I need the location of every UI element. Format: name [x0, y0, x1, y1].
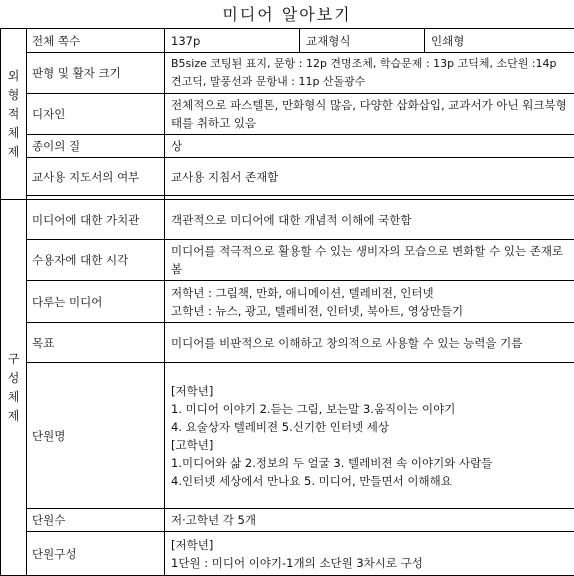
- row-format: [1, 53, 574, 94]
- row-unit-count: [1, 509, 574, 532]
- label-media-value: 미디어에 대한 가치관: [27, 200, 165, 240]
- section-appearance: 외 형 적 체 제: [1, 29, 27, 200]
- section-composition: 구 성 체 제: [1, 200, 27, 576]
- media-covered-lower: 저학년 : 그림책, 만화, 애니메이션, 텔레비젼, 인터넷: [171, 284, 569, 302]
- label-audience-view: 수용자에 대한 시각: [27, 240, 165, 281]
- row-teacher-guide: [1, 158, 574, 196]
- label-design: 디자인: [27, 94, 165, 135]
- value-format: B5size 코팅된 표지, 문항 : 12p 견명조체, 학습문제 : 13p 고딕체, 소단원 :14p 견고딕, 말풍선과 문항내 : 11p 산돌광수: [165, 53, 574, 94]
- label-teacher-guide: 교사용 지도서의 여부: [27, 158, 165, 196]
- value-goal: 미디어를 비판적으로 이해하고 창의적으로 사용할 수 있는 능력을 기름: [165, 323, 574, 363]
- row-design: [1, 94, 574, 135]
- value-format-type: 인쇄형: [425, 29, 574, 53]
- value-paper: 상: [165, 135, 574, 158]
- value-teacher-guide: 교사용 지침서 존재함: [165, 158, 574, 196]
- media-covered-upper: 고학년 : 뉴스, 광고, 텔레비젼, 인터넷, 북아트, 영상만들기: [171, 302, 569, 320]
- units-line: 1.미디어와 삶 2.정보의 두 얼굴 3. 텔레비젼 속 이야기와 사람들: [171, 454, 569, 472]
- row-media-covered: [1, 281, 574, 323]
- units-line: [고학년]: [171, 436, 569, 454]
- row-pages: [1, 29, 574, 53]
- document-title: 미디어 알아보기: [0, 2, 574, 28]
- label-unit-structure: 단원구성: [27, 532, 165, 576]
- value-unit-count: 저·고학년 각 5개: [165, 509, 574, 532]
- label-format-type: 교재형식: [300, 29, 425, 53]
- label-format: 판형 및 활자 크기: [27, 53, 165, 94]
- units-line: 4.인터넷 세상에서 만나요 5. 미디어, 만들면서 이해해요: [171, 472, 569, 490]
- media-textbook-table: [0, 28, 574, 576]
- value-units: [165, 363, 574, 509]
- value-audience-view: 미디어를 적극적으로 활용할 수 있는 생비자의 모습으로 변화할 수 있는 존재로 봄: [165, 240, 574, 281]
- row-paper: [1, 135, 574, 158]
- row-media-value: [1, 200, 574, 240]
- label-unit-count: 단원수: [27, 509, 165, 532]
- value-design: 전체적으로 파스텔톤, 만화형식 많음, 다양한 삽화삽입, 교과서가 아닌 워크북형태를 취하고 있음: [165, 94, 574, 135]
- label-media-covered: 다루는 미디어: [27, 281, 165, 323]
- label-paper: 종이의 질: [27, 135, 165, 158]
- value-media-value: 객관적으로 미디어에 대한 개념적 이해에 국한함: [165, 200, 574, 240]
- units-line: 1. 미디어 이야기 2.듣는 그림, 보는말 3.움직이는 이야기: [171, 400, 569, 418]
- units-line: [저학년]: [171, 382, 569, 400]
- row-goal: [1, 323, 574, 363]
- label-goal: 목표: [27, 323, 165, 363]
- row-audience-view: [1, 240, 574, 281]
- unit-structure-line: 1단원 : 미디어 이야기-1개의 소단원 3차시로 구성: [171, 554, 569, 572]
- value-pages: 137p: [165, 29, 300, 53]
- units-line: 4. 요술상자 텔레비젼 5.신기한 인터넷 세상: [171, 418, 569, 436]
- row-units: [1, 363, 574, 509]
- label-units: 단원명: [27, 363, 165, 509]
- value-unit-structure: [165, 532, 574, 576]
- unit-structure-line: [저학년]: [171, 536, 569, 554]
- label-pages: 전체 쪽수: [27, 29, 165, 53]
- value-media-covered: [165, 281, 574, 323]
- row-unit-structure: [1, 532, 574, 576]
